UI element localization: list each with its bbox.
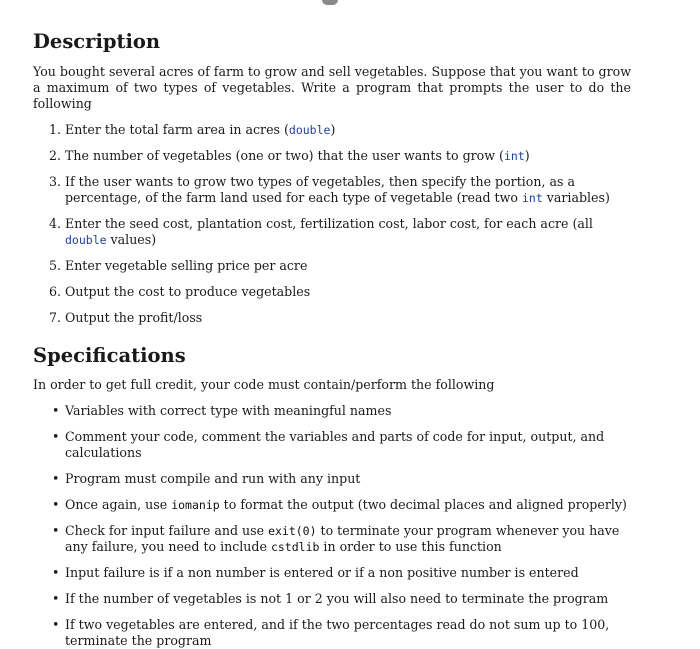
spec-item: • Comment your code, comment the variables and parts of code for input, output, and calculations — [52, 429, 605, 460]
specifications-heading: Specifications — [33, 344, 186, 367]
spec-item: • Input failure is if a non number is entered or if a non positive number is entered — [52, 565, 579, 580]
description-heading: Description — [33, 30, 161, 53]
bullet-icon: • — [52, 591, 60, 606]
bullet-icon: • — [52, 565, 60, 580]
step-item: 5. Enter vegetable selling price per acre — [49, 258, 308, 273]
spec-item: • Check for input failure and use exit(0) to terminate your program whenever you have any failure, you need to include cstdlib in order to use this function — [52, 523, 620, 554]
step-item: 4. Enter the seed cost, plantation cost, fertilization cost, labor cost, for each acre (all double values) — [49, 216, 593, 247]
inline-code: exit(0) — [268, 524, 317, 538]
bullet-icon: • — [52, 617, 60, 632]
step-item: 6. Output the cost to produce vegetables — [49, 284, 311, 299]
specifications-intro: In order to get full credit, your code must contain/perform the following — [33, 377, 495, 392]
inline-code: double — [288, 123, 331, 137]
bullet-icon: • — [52, 403, 60, 418]
specifications-list — [33, 403, 631, 649]
spec-item: • Variables with correct type with meaningful names — [52, 403, 392, 418]
spec-item: • Program must compile and run with any input — [52, 471, 361, 486]
inline-code: cstdlib — [270, 540, 320, 554]
bullet-icon: • — [52, 523, 60, 538]
step-item: 7. Output the profit/loss — [49, 310, 203, 325]
document-content — [33, 30, 631, 649]
description-intro: You bought several acres of farm to grow and sell vegetables. Suppose that you want to grow a maximum of two types of vegetables. Write a program that prompts the user to do the following — [33, 64, 631, 111]
spec-item: • If the number of vegetables is not 1 or 2 you will also need to terminate the program — [52, 591, 609, 606]
inline-code: int — [521, 191, 543, 205]
spec-item: • If two vegetables are entered, and if the two percentages read do not sum up to 100, terminate the program — [52, 617, 610, 648]
top-decoration — [322, 0, 338, 5]
bullet-icon: • — [52, 429, 60, 444]
step-item: 1. Enter the total farm area in acres (double) — [49, 122, 336, 137]
inline-code: iomanip — [171, 498, 220, 512]
step-item: 2. The number of vegetables (one or two) that the user wants to grow (int) — [49, 148, 530, 163]
spec-item: • Once again, use iomanip to format the output (two decimal places and aligned properly) — [52, 497, 627, 512]
step-item: 3. If the user wants to grow two types of vegetables, then specify the portion, as a percentage, of the farm land used for each type of vegetable (read two int variables) — [49, 174, 610, 205]
inline-code: double — [65, 233, 107, 247]
bullet-icon: • — [52, 497, 60, 512]
description-steps — [33, 122, 631, 326]
bullet-icon: • — [52, 471, 60, 486]
inline-code: int — [503, 149, 525, 163]
